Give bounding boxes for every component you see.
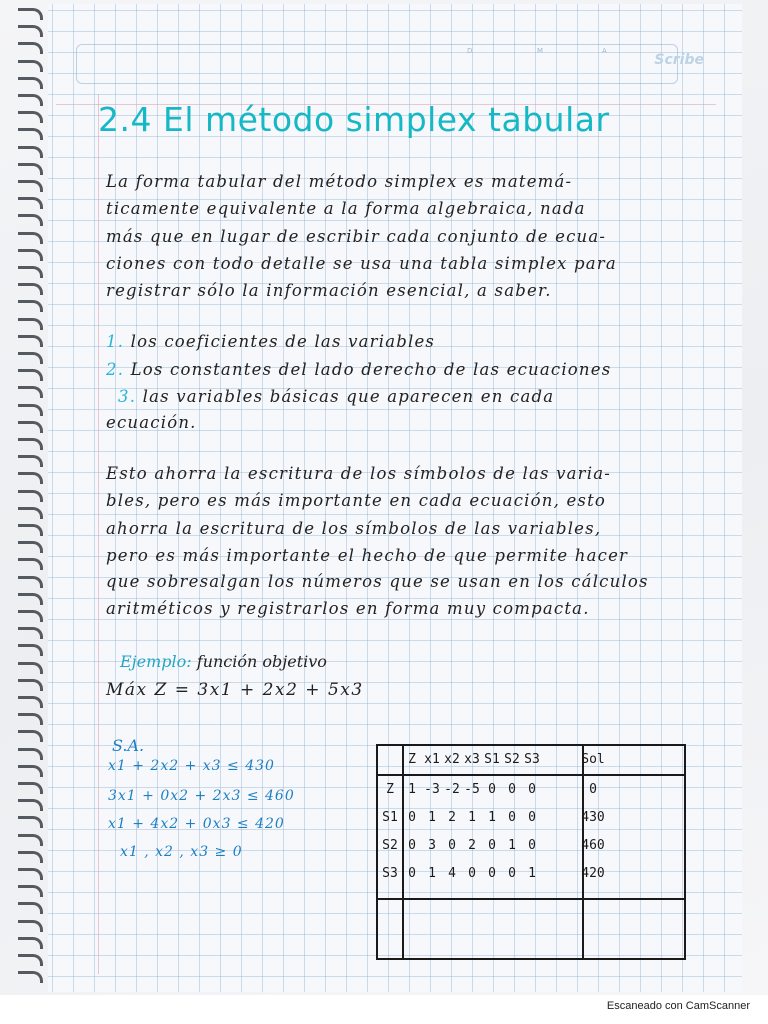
paragraph-line: más que en lugar de escribir cada conjunto de ecua- [106, 227, 607, 246]
table-cell: 0 [408, 866, 416, 881]
table-cell: 430 [581, 810, 605, 825]
constraint: x1 + 4x2 + 0x3 ≤ 420 [108, 816, 285, 832]
spiral-ring [18, 8, 43, 20]
spiral-ring [18, 782, 43, 794]
table-cell: x3 [464, 752, 480, 767]
table-cell: S3 [524, 752, 540, 767]
table-cell: 2 [468, 838, 476, 853]
spiral-ring [18, 490, 43, 502]
header-bar: D M A [76, 44, 678, 84]
constraint: 3x1 + 0x2 + 2x3 ≤ 460 [108, 788, 295, 804]
table-cell: 0 [508, 810, 516, 825]
spiral-ring [18, 868, 43, 880]
table-cell: 1 [468, 810, 476, 825]
spiral-ring [18, 593, 43, 605]
table-cell: S2 [504, 752, 520, 767]
spiral-ring [18, 232, 43, 244]
simplex-table [376, 744, 686, 960]
spiral-ring [18, 180, 43, 192]
spiral-ring [18, 352, 43, 364]
spiral-ring [18, 404, 43, 416]
spiral-ring [18, 77, 43, 89]
spiral-ring [18, 524, 43, 536]
spiral-ring [18, 730, 43, 742]
spiral-ring [18, 94, 43, 106]
paragraph-line: ciones con todo detalle se usa una tabla simplex para [106, 254, 617, 273]
table-cell: 0 [488, 838, 496, 853]
table-row [378, 782, 684, 797]
spiral-ring [18, 558, 43, 570]
spiral-binding [18, 8, 44, 993]
table-cell: 0 [468, 866, 476, 881]
table-row [378, 752, 684, 767]
table-cell: 0 [488, 866, 496, 881]
spiral-ring [18, 60, 43, 72]
spiral-ring [18, 25, 43, 37]
paragraph-line: La forma tabular del método simplex es matemá- [106, 172, 573, 191]
spiral-ring [18, 214, 43, 226]
table-cell: S1 [382, 810, 398, 825]
spiral-ring [18, 42, 43, 54]
table-cell: Z [386, 782, 394, 797]
example-label: Ejemplo: [120, 652, 192, 671]
spiral-ring [18, 713, 43, 725]
spiral-ring [18, 627, 43, 639]
spiral-ring [18, 507, 43, 519]
spiral-ring [18, 902, 43, 914]
spiral-ring [18, 765, 43, 777]
table-row [378, 838, 684, 853]
table-cell: 0 [488, 782, 496, 797]
table-cell: 0 [508, 866, 516, 881]
spiral-ring [18, 300, 43, 312]
spiral-ring [18, 885, 43, 897]
paragraph-line: Esto ahorra la escritura de los símbolos de las varia- [106, 464, 612, 483]
list-text: las variables básicas que aparecen en cada [142, 387, 555, 406]
paragraph-line: ahorra la escritura de los símbolos de las variables, [106, 519, 602, 538]
table-cell: 0 [408, 810, 416, 825]
table-cell: S3 [382, 866, 398, 881]
table-cell: S2 [382, 838, 398, 853]
spiral-ring [18, 748, 43, 760]
paragraph-line: registrar sólo la información esencial, a saber. [106, 281, 552, 300]
table-cell: 0 [528, 838, 536, 853]
table-cell: 1 [428, 866, 436, 881]
table-cell: 460 [581, 838, 605, 853]
spiral-ring [18, 128, 43, 140]
spiral-ring [18, 266, 43, 278]
subject-to-label: S.A. [112, 736, 145, 755]
spiral-ring [18, 679, 43, 691]
spiral-ring [18, 369, 43, 381]
paragraph-line: pero es más importante el hecho de que permite hacer [106, 546, 629, 565]
table-cell: 0 [528, 810, 536, 825]
table-row [378, 866, 684, 881]
table-cell: 3 [428, 838, 436, 853]
spiral-ring [18, 438, 43, 450]
table-cell: 4 [448, 866, 456, 881]
spiral-ring [18, 696, 43, 708]
spiral-ring [18, 472, 43, 484]
scanner-footer: Escaneado con CamScanner [606, 1000, 750, 1012]
table-cell: 1 [488, 810, 496, 825]
table-cell: 0 [528, 782, 536, 797]
constraint: x1 , x2 , x3 ≥ 0 [120, 844, 243, 860]
list-number: 3. [118, 387, 137, 406]
spiral-ring [18, 851, 43, 863]
spiral-ring [18, 610, 43, 622]
list-text: Los constantes del lado derecho de las ecuaciones [130, 360, 612, 379]
table-cell: 1 [408, 782, 416, 797]
spiral-ring [18, 283, 43, 295]
table-divider [378, 898, 684, 900]
spiral-ring [18, 799, 43, 811]
example-rest: función objetivo [196, 652, 327, 671]
table-cell: 0 [589, 782, 597, 797]
spiral-ring [18, 937, 43, 949]
table-cell: 0 [448, 838, 456, 853]
table-cell: 0 [508, 782, 516, 797]
list-text: los coeficientes de las variables [130, 332, 436, 351]
margin-line [98, 94, 99, 974]
spiral-ring [18, 421, 43, 433]
page-title: 2.4 El método simplex tabular [98, 100, 610, 139]
table-cell: 1 [528, 866, 536, 881]
spiral-ring [18, 971, 43, 983]
table-cell: -3 [424, 782, 440, 797]
spiral-ring [18, 455, 43, 467]
table-cell: x2 [444, 752, 460, 767]
example-heading [120, 652, 327, 671]
table-cell: -5 [464, 782, 480, 797]
spiral-ring [18, 249, 43, 261]
table-cell: 1 [508, 838, 516, 853]
spiral-ring [18, 816, 43, 828]
table-cell: Z [408, 752, 416, 767]
paragraph-line: ticamente equivalente a la forma algebraica, nada [106, 199, 586, 218]
spiral-ring [18, 662, 43, 674]
list-item [118, 387, 554, 406]
table-cell: S1 [484, 752, 500, 767]
spiral-ring [18, 318, 43, 330]
paragraph-line: aritméticos y registrarlos en forma muy compacta. [106, 599, 590, 618]
list-item [106, 332, 435, 351]
table-cell: 2 [448, 810, 456, 825]
table-cell [378, 752, 402, 767]
paragraph-line: que sobresalgan los números que se usan en los cálculos [106, 572, 649, 591]
table-cell: Sol [581, 752, 605, 767]
objective-function: Máx Z = 3x1 + 2x2 + 5x3 [106, 680, 364, 700]
spiral-ring [18, 386, 43, 398]
list-number: 2. [106, 360, 125, 379]
spiral-ring [18, 920, 43, 932]
scribe-logo: Scribe [654, 52, 704, 68]
constraint: x1 + 2x2 + x3 ≤ 430 [108, 758, 275, 774]
table-cell: 420 [581, 866, 605, 881]
table-cell: 0 [408, 838, 416, 853]
table-cell: 1 [428, 810, 436, 825]
spiral-ring [18, 541, 43, 553]
spiral-ring [18, 111, 43, 123]
spiral-ring [18, 335, 43, 347]
table-divider [378, 774, 684, 776]
table-cell: x1 [424, 752, 440, 767]
table-cell: -2 [444, 782, 460, 797]
spiral-ring [18, 644, 43, 656]
spiral-ring [18, 146, 43, 158]
list-continuation: ecuación. [106, 413, 197, 432]
spiral-ring [18, 834, 43, 846]
spiral-ring [18, 576, 43, 588]
list-item [106, 360, 611, 379]
spiral-ring [18, 163, 43, 175]
paragraph-line: bles, pero es más importante en cada ecuación, esto [106, 491, 607, 510]
table-row [378, 810, 684, 825]
spiral-ring [18, 954, 43, 966]
spiral-ring [18, 197, 43, 209]
list-number: 1. [106, 332, 125, 351]
